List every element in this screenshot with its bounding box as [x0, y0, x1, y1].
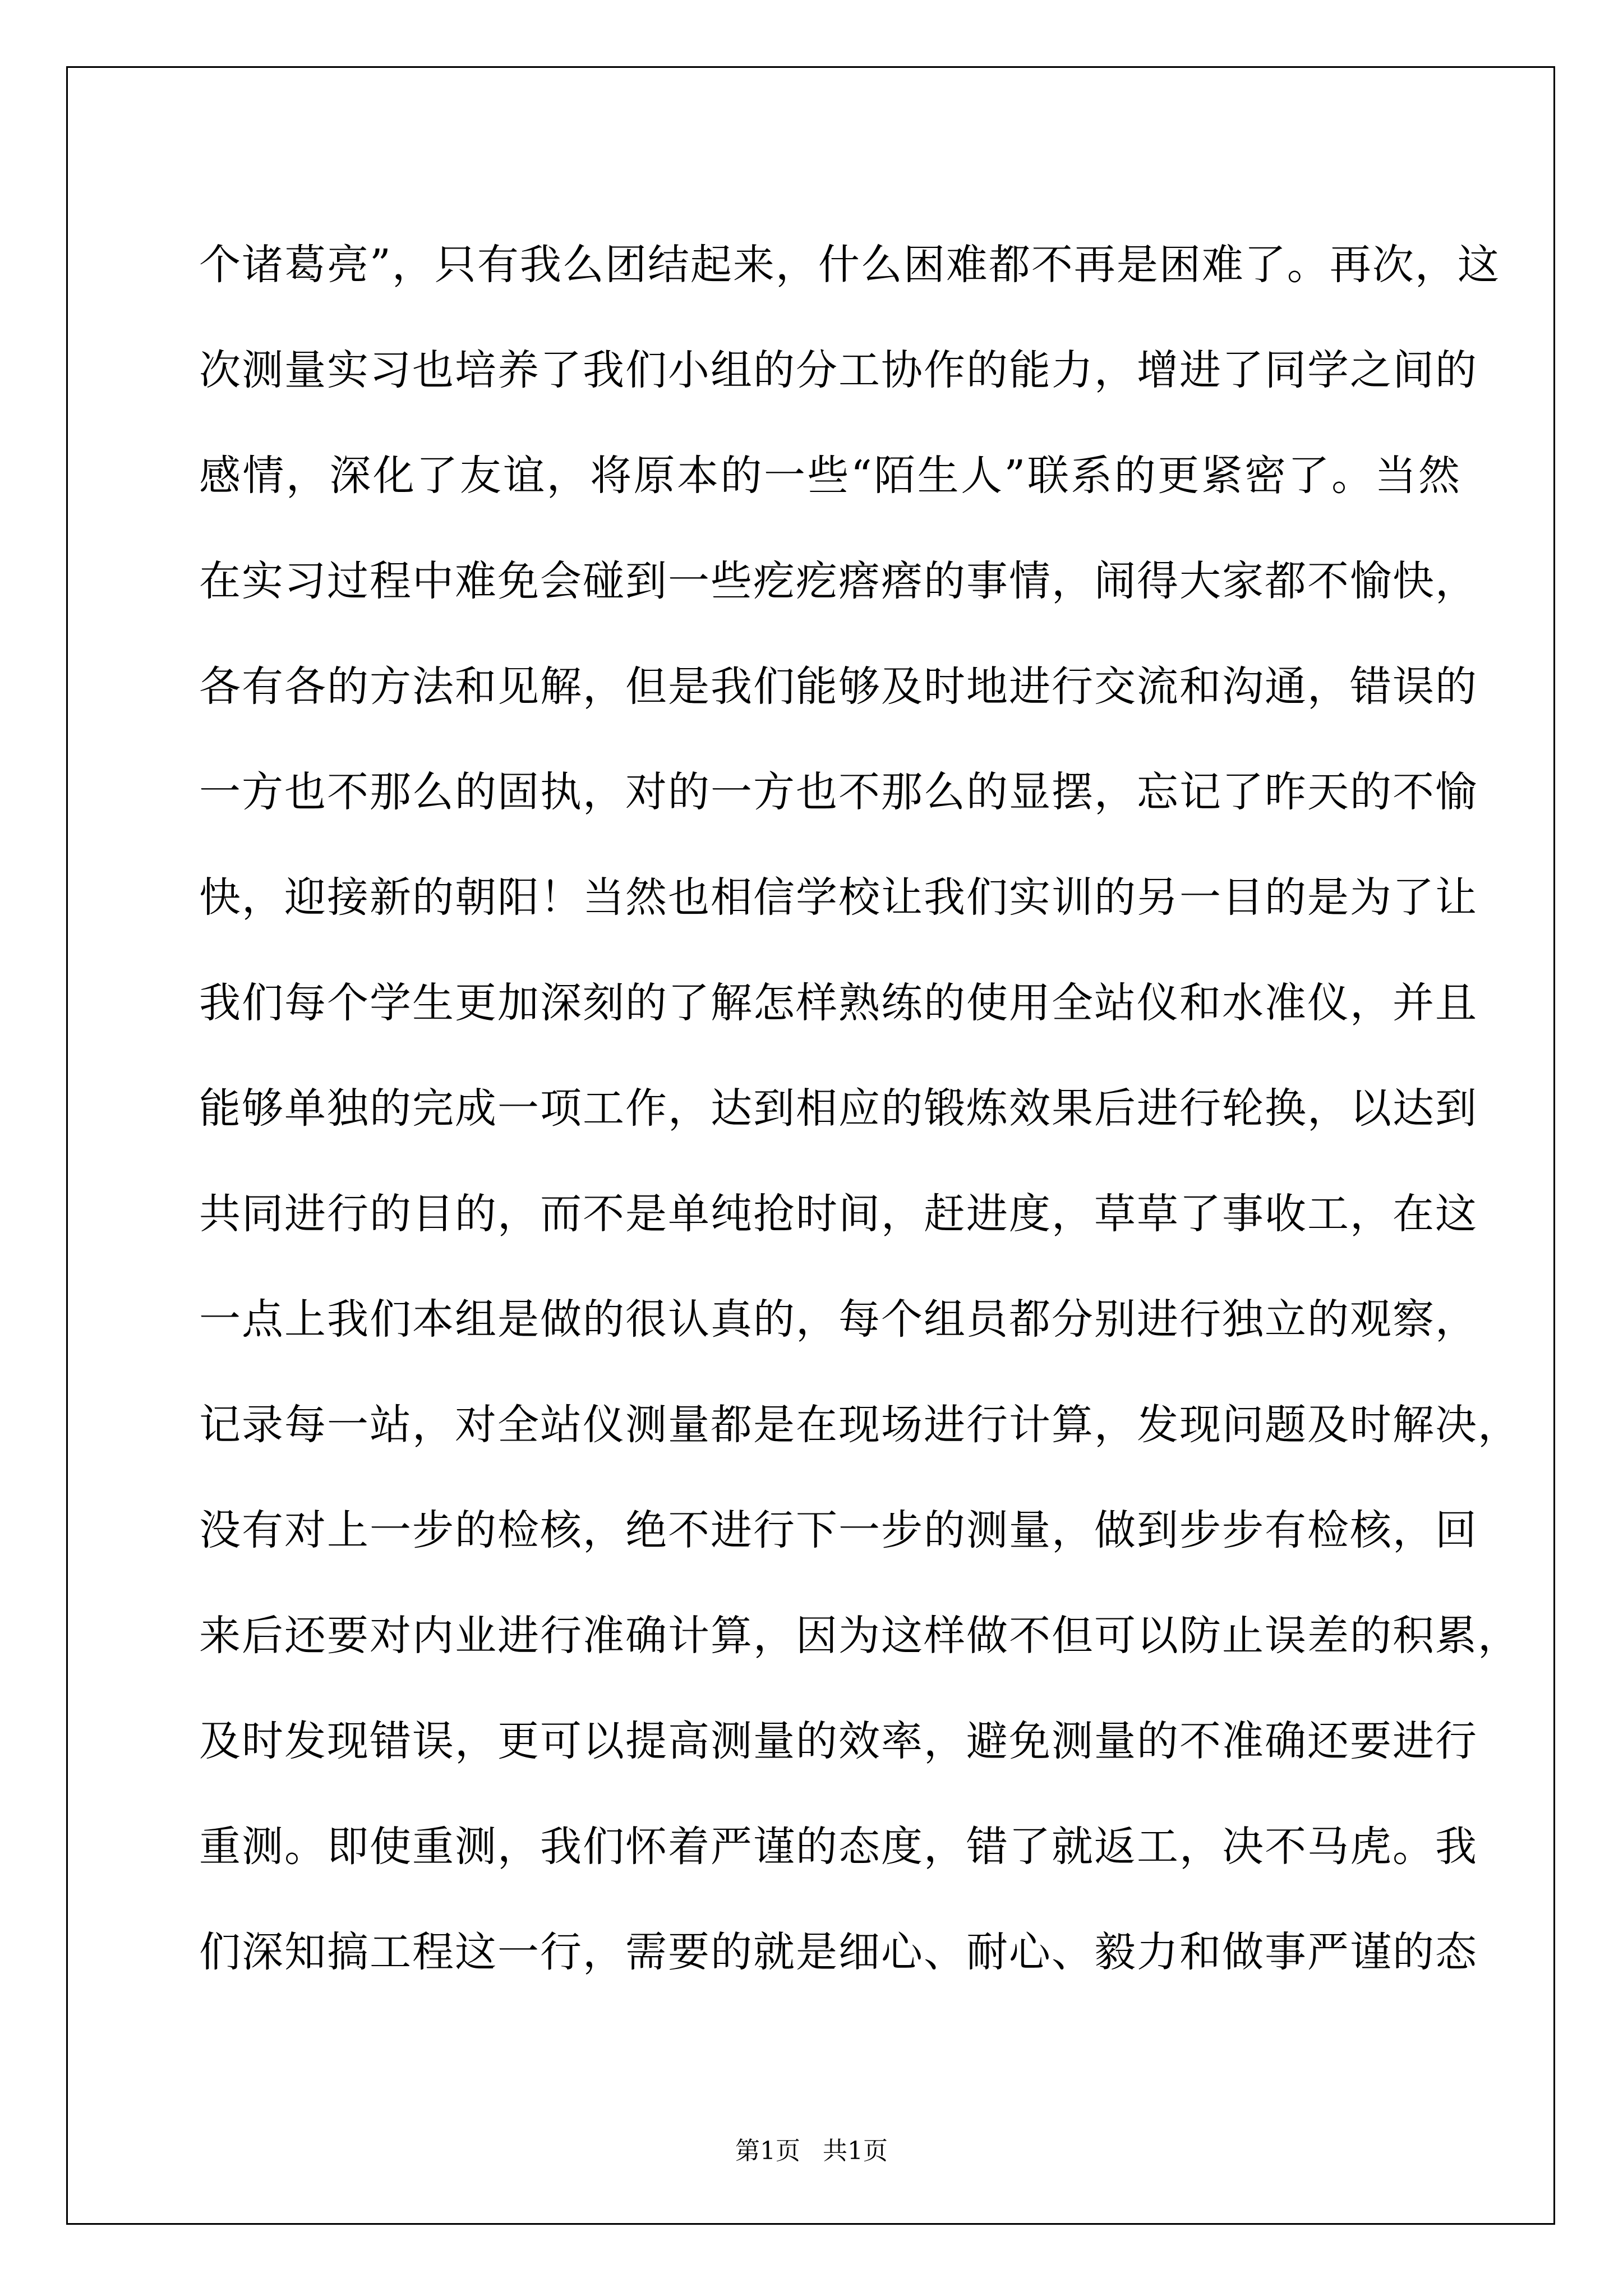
text-line: 没有对上一步的检核，绝不进行下一步的测量，做到步步有检核，回: [199, 1506, 1478, 1554]
text-line: 个诸葛亮”，只有我么团结起来，什么困难都不再是困难了。再次，这: [199, 241, 1500, 289]
text-line: 一点上我们本组是做的很认真的，每个组员都分别进行独立的观察，: [199, 1295, 1478, 1343]
text-line: 各有各的方法和见解，但是我们能够及时地进行交流和沟通，错误的: [199, 662, 1478, 711]
text-line: 感情，深化了友谊，将原本的一些“陌生人”联系的更紧密了。当然: [199, 452, 1461, 500]
text-line: 记录每一站，对全站仪测量都是在现场进行计算，发现问题及时解决，: [199, 1401, 1520, 1449]
text-line: 共同进行的目的，而不是单纯抢时间，赶进度，草草了事收工，在这: [199, 1190, 1478, 1238]
text-line: 次测量实习也培养了我们小组的分工协作的能力，增进了同学之间的: [199, 346, 1478, 394]
text-line: 来后还要对内业进行准确计算，因为这样做不但可以防止误差的积累，: [199, 1612, 1520, 1660]
page-footer: [0, 2131, 1623, 2166]
text-line: 重测。即使重测，我们怀着严谨的态度，错了就返工，决不马虎。我: [199, 1823, 1478, 1871]
text-line: 们深知搞工程这一行，需要的就是细心、耐心、毅力和做事严谨的态: [199, 1928, 1478, 1976]
text-line: 能够单独的完成一项工作，达到相应的锻炼效果后进行轮换，以达到: [199, 1084, 1478, 1133]
text-line: 一方也不那么的固执，对的一方也不那么的显摆，忘记了昨天的不愉: [199, 768, 1478, 816]
text-line: 快，迎接新的朝阳！当然也相信学校让我们实训的另一目的是为了让: [199, 873, 1478, 922]
page-number-current: 第1页: [735, 2137, 800, 2165]
text-line: 及时发现错误，更可以提高测量的效率，避免测量的不准确还要进行: [199, 1717, 1478, 1765]
text-line: 在实习过程中难免会碰到一些疙疙瘩瘩的事情，闹得大家都不愉快，: [199, 557, 1478, 605]
page-number-total: 共1页: [823, 2137, 888, 2165]
text-line: 我们每个学生更加深刻的了解怎样熟练的使用全站仪和水准仪，并且: [199, 979, 1478, 1027]
document-body: [199, 212, 1520, 2005]
